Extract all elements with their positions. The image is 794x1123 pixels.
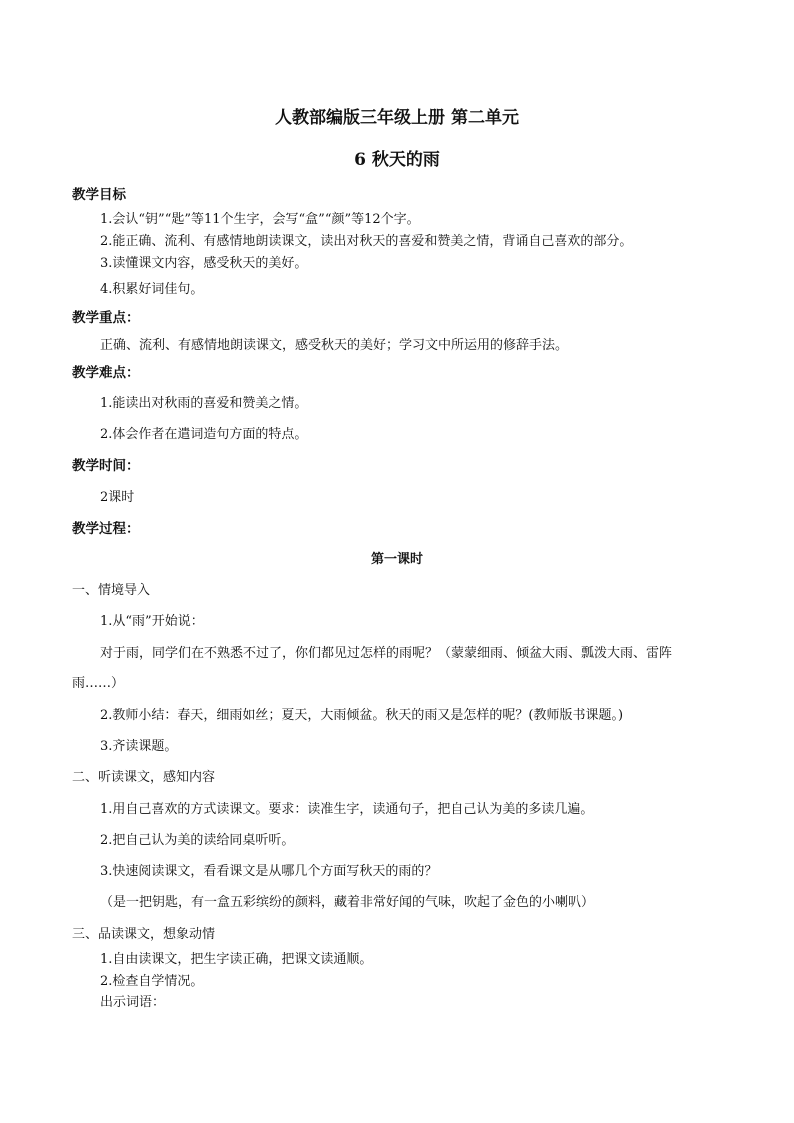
paragraph: 出示词语：	[100, 995, 166, 1010]
section-heading: 三、品读课文，想象动情	[72, 927, 216, 942]
process-heading: 教学过程：	[72, 521, 140, 537]
key-points-heading: 教学重点：	[72, 310, 140, 326]
lesson-title: 6 秋天的雨	[354, 150, 440, 170]
paragraph: 2.检查自学情况。	[100, 974, 204, 989]
period-heading: 第一课时	[370, 552, 423, 567]
paragraph: （是一把钥匙，有一盒五彩缤纷的颜料，藏着非常好闻的气味，吹起了金色的小喇叭）	[100, 895, 595, 910]
difficulties-heading: 教学难点：	[72, 365, 140, 381]
key-points-text: 正确、流利、有感情地朗读课文，感受秋天的美好；学习文中所运用的修辞手法。	[100, 338, 569, 353]
goal-item: 3.读懂课文内容，感受秋天的美好。	[100, 256, 308, 271]
goal-item: 4.积累好词佳句。	[100, 282, 204, 297]
goal-item: 2.能正确、流利、有感情地朗读课文，读出对秋天的喜爱和赞美之情，背诵自己喜欢的部分。	[100, 234, 633, 249]
difficulty-item: 2.体会作者在遣词造句方面的特点。	[100, 427, 308, 442]
paragraph: 1.用自己喜欢的方式读课文。要求：读准生字，读通句子，把自己认为美的多读几遍。	[100, 802, 594, 817]
paragraph: 3.快速阅读课文，看看课文是从哪几个方面写秋天的雨的？	[100, 864, 438, 879]
time-text: 2课时	[100, 490, 135, 505]
paragraph: 2.把自己认为美的读给同桌听听。	[100, 833, 295, 848]
goal-item: 1.会认“钥”“匙”等11个生字，会写“盒”“颜”等12个字。	[100, 212, 420, 227]
section-heading: 二、听读课文，感知内容	[72, 770, 216, 785]
section-heading: 一、情境导入	[72, 583, 151, 598]
paragraph: 对于雨，同学们在不熟悉不过了，你们都见过怎样的雨呢？（蒙蒙细雨、倾盆大雨、瓢泼大雨、雷阵	[100, 646, 673, 661]
paragraph: 1.从“雨”开始说：	[100, 614, 204, 629]
document-title: 人教部编版三年级上册 第二单元	[275, 108, 519, 128]
difficulty-item: 1.能读出对秋雨的喜爱和赞美之情。	[100, 396, 308, 411]
paragraph: 雨……）	[72, 676, 125, 691]
time-heading: 教学时间：	[72, 458, 140, 474]
paragraph: 2.教师小结：春天，细雨如丝；夏天，大雨倾盆。秋天的雨又是怎样的呢？(教师版书课题。)	[100, 708, 624, 723]
goals-heading: 教学目标	[72, 187, 126, 203]
paragraph: 1.自由读课文，把生字读正确，把课文读通顺。	[100, 952, 373, 967]
paragraph: 3.齐读课题。	[100, 739, 178, 754]
